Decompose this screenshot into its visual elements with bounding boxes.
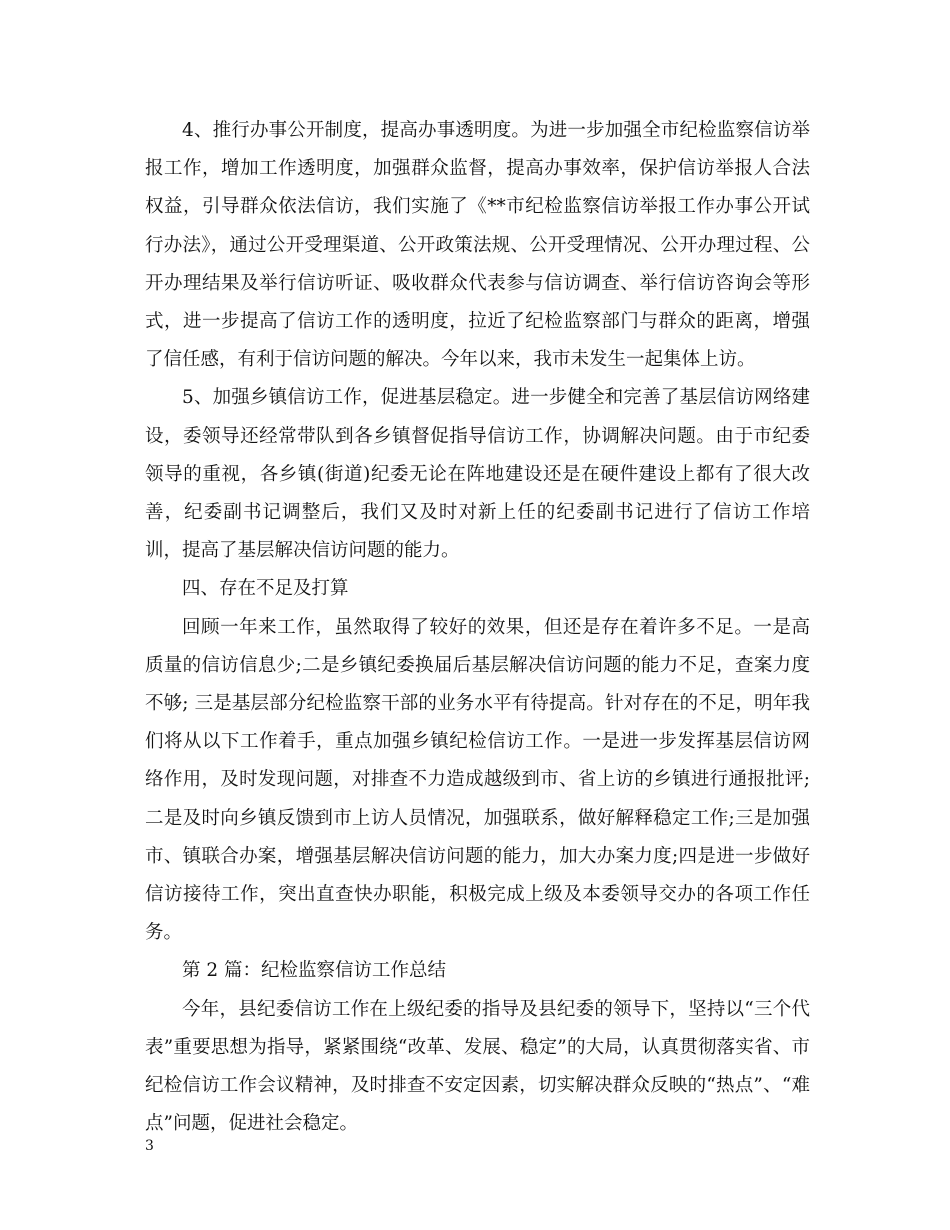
paragraph-introduction: 今年，县纪委信访工作在上级纪委的指导及县纪委的领导下，坚持以“三个代表”重要思想为指导，紧紧围绕“改革、发展、稳定”的大局，认真贯彻落实省、市纪检信访工作会议精神，及时排查不安定因素，切实解决群众反映的“热点”、“难点”问题，促进社会稳定。 (145, 998, 810, 1135)
paragraph-township-work: 5、加强乡镇信访工作，促进基层稳定。进一步健全和完善了基层信访网络建设，委领导还经常带队到各乡镇督促指导信访工作，协调解决问题。由于市纪委领导的重视，各乡镇(街道)纪委无论在阵地建设还是在硬件建设上都有了很大改善，纪委副书记调整后，我们又及时对新上任的纪委副书记进行了信访工作培训，提高了基层解决信访问题的能力。 (145, 387, 810, 562)
page-number: 3 (145, 1138, 154, 1154)
article-heading: 第 2 篇：纪检监察信访工作总结 (182, 960, 447, 982)
document-body (145, 112, 810, 1143)
section-heading-shortcomings: 四、存在不足及打算 (182, 578, 349, 600)
paragraph-transparency: 4、推行办事公开制度，提高办事透明度。为进一步加强全市纪检监察信访举报工作，增加工作透明度，加强群众监督，提高办事效率，保护信访举报人合法权益，引导群众依法信访，我们实施了《**市纪检监察信访举报工作办事公开试行办法》，通过公开受理渠道、公开政策法规、公开受理情况、公开办理过程、公开办理结果及举行信访听证、吸收群众代表参与信访调查、举行信访咨询会等形式，进一步提高了信访工作的透明度，拉近了纪检监察部门与群众的距离，增强了信任感，有利于信访问题的解决。今年以来，我市未发生一起集体上访。 (145, 120, 810, 371)
paragraph-review: 回顾一年来工作，虽然取得了较好的效果，但还是存在着许多不足。一是高质量的信访信息少;二是乡镇纪委换届后基层解决信访问题的能力不足，查案力度不够; 三是基层部分纪检监察干部的业务水平有待提高。针对存在的不足，明年我们将从以下工作着手，重点加强乡镇纪检信访工作。一是进一步发挥基层信访网络作用，及时发现问题，对排查不力造成越级到市、省上访的乡镇进行通报批评;二是及时向乡镇反馈到市上访人员情况，加强联系，做好解释稳定工作;三是加强市、镇联合办案，增强基层解决信访问题的能力，加大办案力度;四是进一步做好信访接待工作，突出直查快办职能，积极完成上级及本委领导交办的各项工作任务。 (145, 616, 810, 944)
